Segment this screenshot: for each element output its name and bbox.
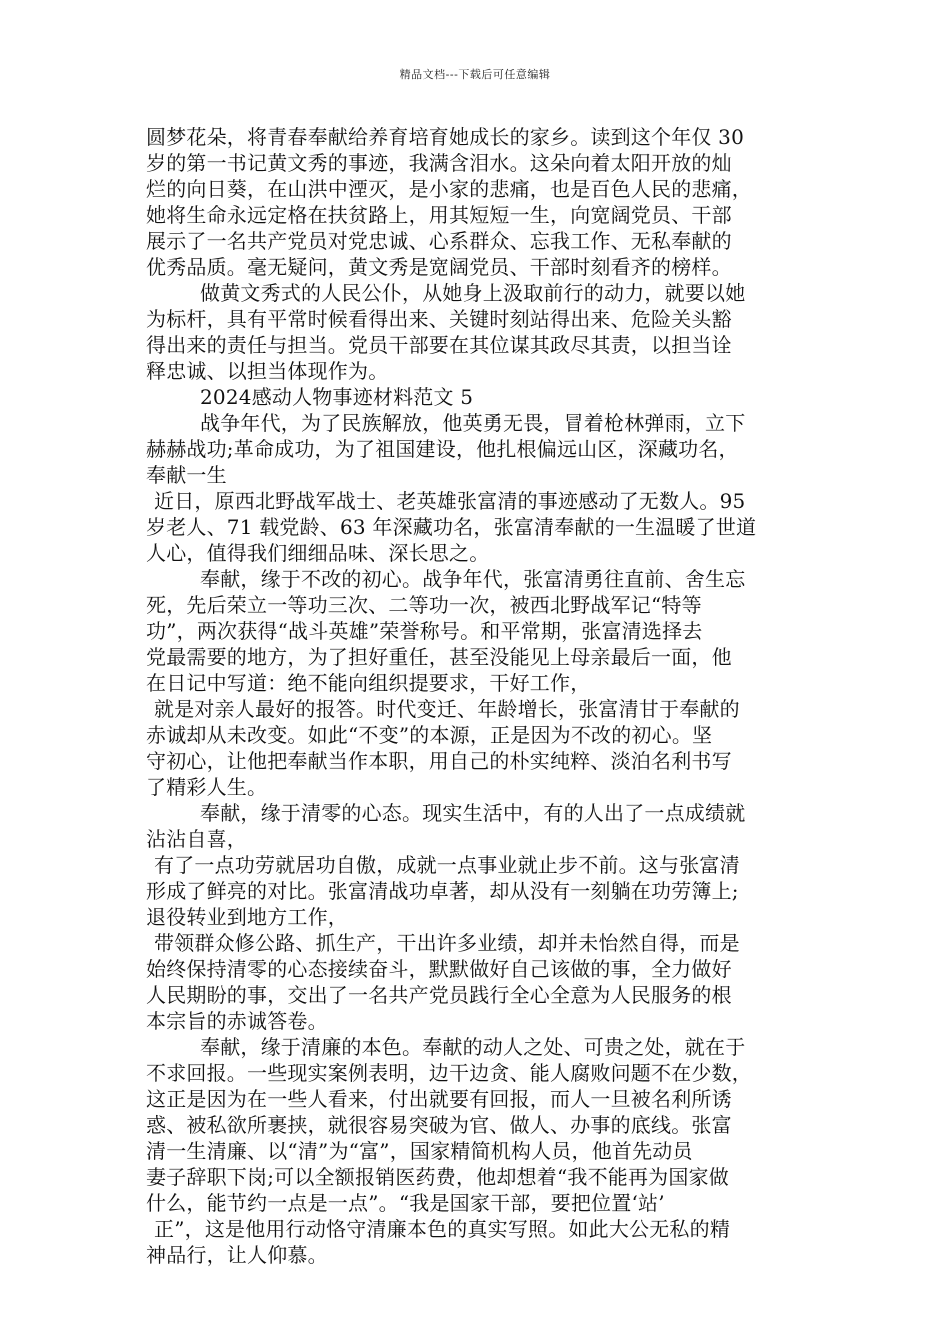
text-line: 奉献，缘于不改的初心。战争年代，张富清勇往直前、舍生忘 — [200, 567, 746, 591]
text-line: 烂的向日葵，在山洪中湮灭，是小家的悲痛，也是百色人民的悲痛， — [146, 177, 752, 201]
text-line: 退役转业到地方工作， — [146, 905, 348, 929]
text-line: 本宗旨的赤诚答卷。 — [146, 1009, 328, 1033]
text-line: 功”，两次获得“战斗英雄”荣誉称号。和平常期，张富清选择去 — [146, 619, 703, 643]
text-line: 岁的第一书记黄文秀的事迹，我满含泪水。这朵向着太阳开放的灿 — [146, 151, 732, 175]
text-line: 她将生命永远定格在扶贫路上，用其短短一生，向宽阔党员、干部 — [146, 203, 732, 227]
text-line: 奉献，缘于清零的心态。现实生活中，有的人出了一点成绩就 — [200, 801, 746, 825]
text-line: 得出来的责任与担当。党员干部要在其位谋其政尽其责，以担当诠 — [146, 333, 732, 357]
text-line: 展示了一名共产党员对党忠诚、心系群众、忘我工作、无私奉献的 — [146, 229, 732, 253]
text-line: 死，先后荣立一等功三次、二等功一次，被西北野战军记“特等 — [146, 593, 702, 617]
text-line: 近日，原西北野战军战士、老英雄张富清的事迹感动了无数人。95 — [154, 489, 746, 513]
text-line: 形成了鲜亮的对比。张富清战功卓著，却从没有一刻躺在功劳簿上; — [146, 879, 739, 903]
text-line: 沾沾自喜， — [146, 827, 247, 851]
text-line: 奉献，缘于清廉的本色。奉献的动人之处、可贵之处，就在于 — [200, 1035, 746, 1059]
text-line: 不求回报。一些现实案例表明，边干边贪、能人腐败问题不在少数， — [146, 1061, 752, 1085]
text-line: 战争年代，为了民族解放，他英勇无畏，冒着枪林弹雨，立下 — [200, 411, 746, 435]
text-line: 神品行，让人仰慕。 — [146, 1243, 328, 1267]
text-line: 赫赫战功;革命成功，为了祖国建设，他扎根偏远山区，深藏功名， — [146, 437, 739, 461]
text-line: 2024感动人物事迹材料范文 5 — [200, 385, 474, 409]
text-line: 了精彩人生。 — [146, 775, 268, 799]
text-line: 为标杆，具有平常时候看得出来、关键时刻站得出来、危险关头豁 — [146, 307, 732, 331]
text-line: 惑、被私欲所裹挟，就很容易突破为官、做人、办事的底线。张富 — [146, 1113, 732, 1137]
text-line: 岁老人、71 载党龄、63 年深藏功名，张富清奉献的一生温暖了世道 — [146, 515, 757, 539]
text-line: 守初心，让他把奉献当作本职，用自己的朴实纯粹、淡泊名利书写 — [146, 749, 732, 773]
text-line: 在日记中写道：绝不能向组织提要求，干好工作， — [146, 671, 591, 695]
text-line: 人民期盼的事，交出了一名共产党员践行全心全意为人民服务的根 — [146, 983, 732, 1007]
text-line: 党最需要的地方，为了担好重任，甚至没能见上母亲最后一面，他 — [146, 645, 732, 669]
text-line: 妻子辞职下岗;可以全额报销医药费，他却想着“我不能再为国家做 — [146, 1165, 729, 1189]
text-line: 始终保持清零的心态接续奋斗，默默做好自己该做的事，全力做好 — [146, 957, 732, 981]
text-line: 正”，这是他用行动恪守清廉本色的真实写照。如此大公无私的精 — [154, 1217, 731, 1241]
text-line: 带领群众修公路、抓生产，干出许多业绩，却并未怡然自得，而是 — [154, 931, 740, 955]
text-line: 圆梦花朵，将青春奉献给养育培育她成长的家乡。读到这个年仅 30 — [146, 125, 745, 149]
document-body — [146, 124, 826, 1268]
text-line: 什么，能节约一点是一点”。“我是国家干部，要把位置‘站’ — [146, 1191, 665, 1215]
text-line: 有了一点功劳就居功自傲，成就一点事业就止步不前。这与张富清 — [154, 853, 740, 877]
page-header: 精品文档---下载后可任意编辑 — [399, 68, 551, 81]
text-line: 人心，值得我们细细品味、深长思之。 — [146, 541, 490, 565]
text-line: 就是对亲人最好的报答。时代变迁、年龄增长，张富清甘于奉献的 — [154, 697, 740, 721]
text-line: 释忠诚、以担当体现作为。 — [146, 359, 389, 383]
text-line: 优秀品质。毫无疑问，黄文秀是宽阔党员、干部时刻看齐的榜样。 — [146, 255, 732, 279]
text-line: 这正是因为在一些人看来，付出就要有回报，而人一旦被名利所诱 — [146, 1087, 732, 1111]
text-line: 赤诚却从未改变。如此“不变”的本源，正是因为不改的初心。坚 — [146, 723, 713, 747]
text-line: 奉献一生 — [146, 463, 227, 487]
text-line: 做黄文秀式的人民公仆，从她身上汲取前行的动力，就要以她 — [200, 281, 746, 305]
text-line: 清一生清廉、以“清”为“富”，国家精简机构人员，他首先动员 — [146, 1139, 693, 1163]
